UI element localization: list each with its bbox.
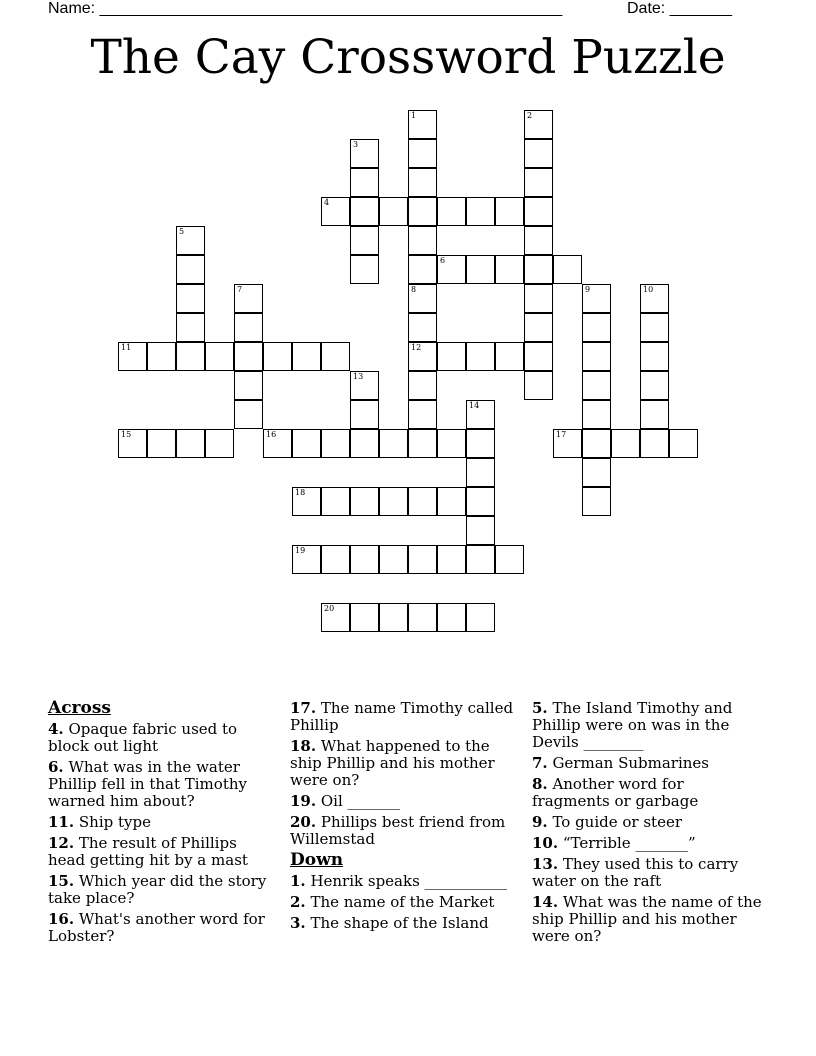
clue-number: 13: [353, 372, 364, 381]
grid-cell[interactable]: [234, 313, 263, 342]
grid-cell[interactable]: [553, 429, 582, 458]
clues-column-1: [48, 700, 278, 949]
grid-cell[interactable]: [640, 284, 669, 313]
clue-number: 20: [324, 604, 335, 613]
grid-cell[interactable]: [466, 429, 495, 458]
grid-cell[interactable]: [495, 197, 524, 226]
grid-cell[interactable]: [350, 371, 379, 400]
clue-down-7: 7. German Submarines: [532, 754, 709, 772]
grid-cell[interactable]: [176, 226, 205, 255]
date-field-label: Date: _______: [627, 0, 732, 17]
grid-cell[interactable]: [350, 429, 379, 458]
grid-cell[interactable]: [466, 197, 495, 226]
grid-cell[interactable]: [524, 226, 553, 255]
grid-cell[interactable]: [350, 226, 379, 255]
grid-cell[interactable]: [408, 342, 437, 371]
clues-column-2: [290, 700, 520, 936]
clue-number: 8: [411, 285, 417, 294]
clue-across-18: 18. What happened to the ship Phillip and his mother were on?: [290, 737, 495, 789]
grid-cell[interactable]: [524, 168, 553, 197]
grid-cell[interactable]: [640, 371, 669, 400]
grid-cell[interactable]: [118, 429, 147, 458]
grid-cell[interactable]: [582, 458, 611, 487]
grid-cell[interactable]: [321, 545, 350, 574]
grid-cell[interactable]: [582, 284, 611, 313]
across-heading: Across: [48, 698, 111, 718]
grid-cell[interactable]: [408, 545, 437, 574]
grid-cell[interactable]: [350, 603, 379, 632]
grid-cell[interactable]: [379, 603, 408, 632]
grid-cell[interactable]: [437, 255, 466, 284]
grid-cell[interactable]: [234, 342, 263, 371]
clue-across-19: 19. Oil _______: [290, 792, 401, 810]
grid-cell[interactable]: [495, 255, 524, 284]
clue-number: 18: [295, 488, 306, 497]
grid-cell[interactable]: [466, 400, 495, 429]
grid-cell[interactable]: [582, 371, 611, 400]
clue-number: 17: [556, 430, 567, 439]
grid-cell[interactable]: [466, 255, 495, 284]
clue-number: 16: [266, 430, 277, 439]
grid-cell[interactable]: [147, 342, 176, 371]
clue-number: 19: [295, 546, 306, 555]
clue-down-5: 5. The Island Timothy and Phillip were on was in the Devils ________: [532, 699, 733, 751]
clue-across-12: 12. The result of Phillips head getting hit by a mast: [48, 834, 248, 869]
down-heading: Down: [290, 850, 344, 870]
clue-across-6: 6. What was in the water Phillip fell in that Timothy warned him about?: [48, 758, 247, 810]
grid-cell[interactable]: [640, 342, 669, 371]
clue-number: 7: [237, 285, 243, 294]
grid-cell[interactable]: [524, 197, 553, 226]
grid-cell[interactable]: [176, 429, 205, 458]
clue-number: 10: [643, 285, 654, 294]
clue-number: 11: [121, 343, 132, 352]
grid-cell[interactable]: [466, 603, 495, 632]
grid-cell[interactable]: [466, 458, 495, 487]
grid-cell[interactable]: [350, 139, 379, 168]
clue-number: 15: [121, 430, 132, 439]
grid-cell[interactable]: [292, 429, 321, 458]
grid-cell[interactable]: [437, 603, 466, 632]
clue-across-16: 16. What's another word for Lobster?: [48, 910, 265, 945]
clue-down-2: 2. The name of the Market: [290, 893, 495, 911]
grid-cell[interactable]: [524, 342, 553, 371]
grid-cell[interactable]: [669, 429, 698, 458]
grid-cell[interactable]: [553, 255, 582, 284]
grid-cell[interactable]: [234, 400, 263, 429]
grid-cell[interactable]: [582, 487, 611, 516]
grid-cell[interactable]: [524, 284, 553, 313]
grid-cell[interactable]: [582, 400, 611, 429]
clue-down-9: 9. To guide or steer: [532, 813, 683, 831]
grid-cell[interactable]: [292, 487, 321, 516]
grid-cell[interactable]: [379, 487, 408, 516]
grid-cell[interactable]: [408, 168, 437, 197]
grid-cell[interactable]: [524, 139, 553, 168]
grid-cell[interactable]: [408, 429, 437, 458]
grid-cell[interactable]: [321, 429, 350, 458]
grid-cell[interactable]: [234, 371, 263, 400]
clue-down-14: 14. What was the name of the ship Phillip and his mother were on?: [532, 893, 762, 945]
clue-down-10: 10. “Terrible _______”: [532, 834, 696, 852]
grid-cell[interactable]: [321, 197, 350, 226]
grid-cell[interactable]: [408, 284, 437, 313]
grid-cell[interactable]: [640, 400, 669, 429]
grid-cell[interactable]: [640, 313, 669, 342]
clue-number: 14: [469, 401, 480, 410]
grid-cell[interactable]: [495, 545, 524, 574]
page-title: The Cay Crossword Puzzle: [90, 30, 726, 85]
grid-cell[interactable]: [437, 487, 466, 516]
grid-cell[interactable]: [176, 284, 205, 313]
clue-across-15: 15. Which year did the story take place?: [48, 872, 267, 907]
grid-cell[interactable]: [350, 487, 379, 516]
grid-cell[interactable]: [350, 400, 379, 429]
grid-cell[interactable]: [350, 168, 379, 197]
clue-number: 9: [585, 285, 591, 294]
grid-cell[interactable]: [437, 545, 466, 574]
clue-down-3: 3. The shape of the Island: [290, 914, 489, 932]
grid-cell[interactable]: [408, 226, 437, 255]
grid-cell[interactable]: [263, 429, 292, 458]
clue-across-11: 11. Ship type: [48, 813, 151, 831]
clue-number: 1: [411, 111, 417, 120]
grid-cell[interactable]: [466, 342, 495, 371]
clue-number: 12: [411, 343, 422, 352]
grid-cell[interactable]: [350, 255, 379, 284]
grid-cell[interactable]: [408, 603, 437, 632]
grid-cell[interactable]: [437, 342, 466, 371]
grid-cell[interactable]: [379, 429, 408, 458]
grid-cell[interactable]: [408, 313, 437, 342]
clue-across-20: 20. Phillips best friend from Willemstad: [290, 813, 506, 848]
grid-cell[interactable]: [321, 487, 350, 516]
grid-cell[interactable]: [379, 545, 408, 574]
grid-cell[interactable]: [118, 342, 147, 371]
grid-cell[interactable]: [408, 110, 437, 139]
grid-cell[interactable]: [379, 197, 408, 226]
grid-cell[interactable]: [466, 516, 495, 545]
grid-cell[interactable]: [176, 313, 205, 342]
grid-cell[interactable]: [640, 429, 669, 458]
grid-cell[interactable]: [321, 603, 350, 632]
grid-cell[interactable]: [147, 429, 176, 458]
grid-cell[interactable]: [408, 139, 437, 168]
grid-cell[interactable]: [408, 197, 437, 226]
clue-number: 3: [353, 140, 359, 149]
grid-cell[interactable]: [582, 342, 611, 371]
clue-down-8: 8. Another word for fragments or garbage: [532, 775, 699, 810]
grid-cell[interactable]: [408, 400, 437, 429]
clue-down-13: 13. They used this to carry water on the raft: [532, 855, 739, 890]
grid-cell[interactable]: [176, 342, 205, 371]
grid-cell[interactable]: [437, 429, 466, 458]
grid-cell[interactable]: [408, 371, 437, 400]
name-field-label: Name: ____________________________________________________: [48, 0, 563, 17]
grid-cell[interactable]: [524, 110, 553, 139]
clue-down-1: 1. Henrik speaks ___________: [290, 872, 508, 890]
grid-cell[interactable]: [292, 342, 321, 371]
grid-cell[interactable]: [582, 429, 611, 458]
grid-cell[interactable]: [321, 342, 350, 371]
grid-cell[interactable]: [524, 371, 553, 400]
grid-cell[interactable]: [292, 545, 321, 574]
grid-cell[interactable]: [350, 197, 379, 226]
clue-number: 4: [324, 198, 330, 207]
grid-cell[interactable]: [205, 342, 234, 371]
grid-cell[interactable]: [524, 313, 553, 342]
clue-across-4: 4. Opaque fabric used to block out light: [48, 720, 238, 755]
grid-cell[interactable]: [495, 342, 524, 371]
grid-cell[interactable]: [205, 429, 234, 458]
grid-cell[interactable]: [350, 545, 379, 574]
grid-cell[interactable]: [176, 255, 205, 284]
clue-number: 5: [179, 227, 185, 236]
grid-cell[interactable]: [611, 429, 640, 458]
clue-number: 6: [440, 256, 446, 265]
grid-cell[interactable]: [234, 284, 263, 313]
clue-across-17: 17. The name Timothy called Phillip: [290, 699, 514, 734]
grid-cell[interactable]: [408, 255, 437, 284]
grid-cell[interactable]: [466, 487, 495, 516]
grid-cell[interactable]: [437, 197, 466, 226]
grid-cell[interactable]: [408, 487, 437, 516]
grid-cell[interactable]: [524, 255, 553, 284]
grid-cell[interactable]: [582, 313, 611, 342]
clue-number: 2: [527, 111, 533, 120]
grid-cell[interactable]: [466, 545, 495, 574]
clues-column-3: [532, 700, 762, 949]
grid-cell[interactable]: [263, 342, 292, 371]
